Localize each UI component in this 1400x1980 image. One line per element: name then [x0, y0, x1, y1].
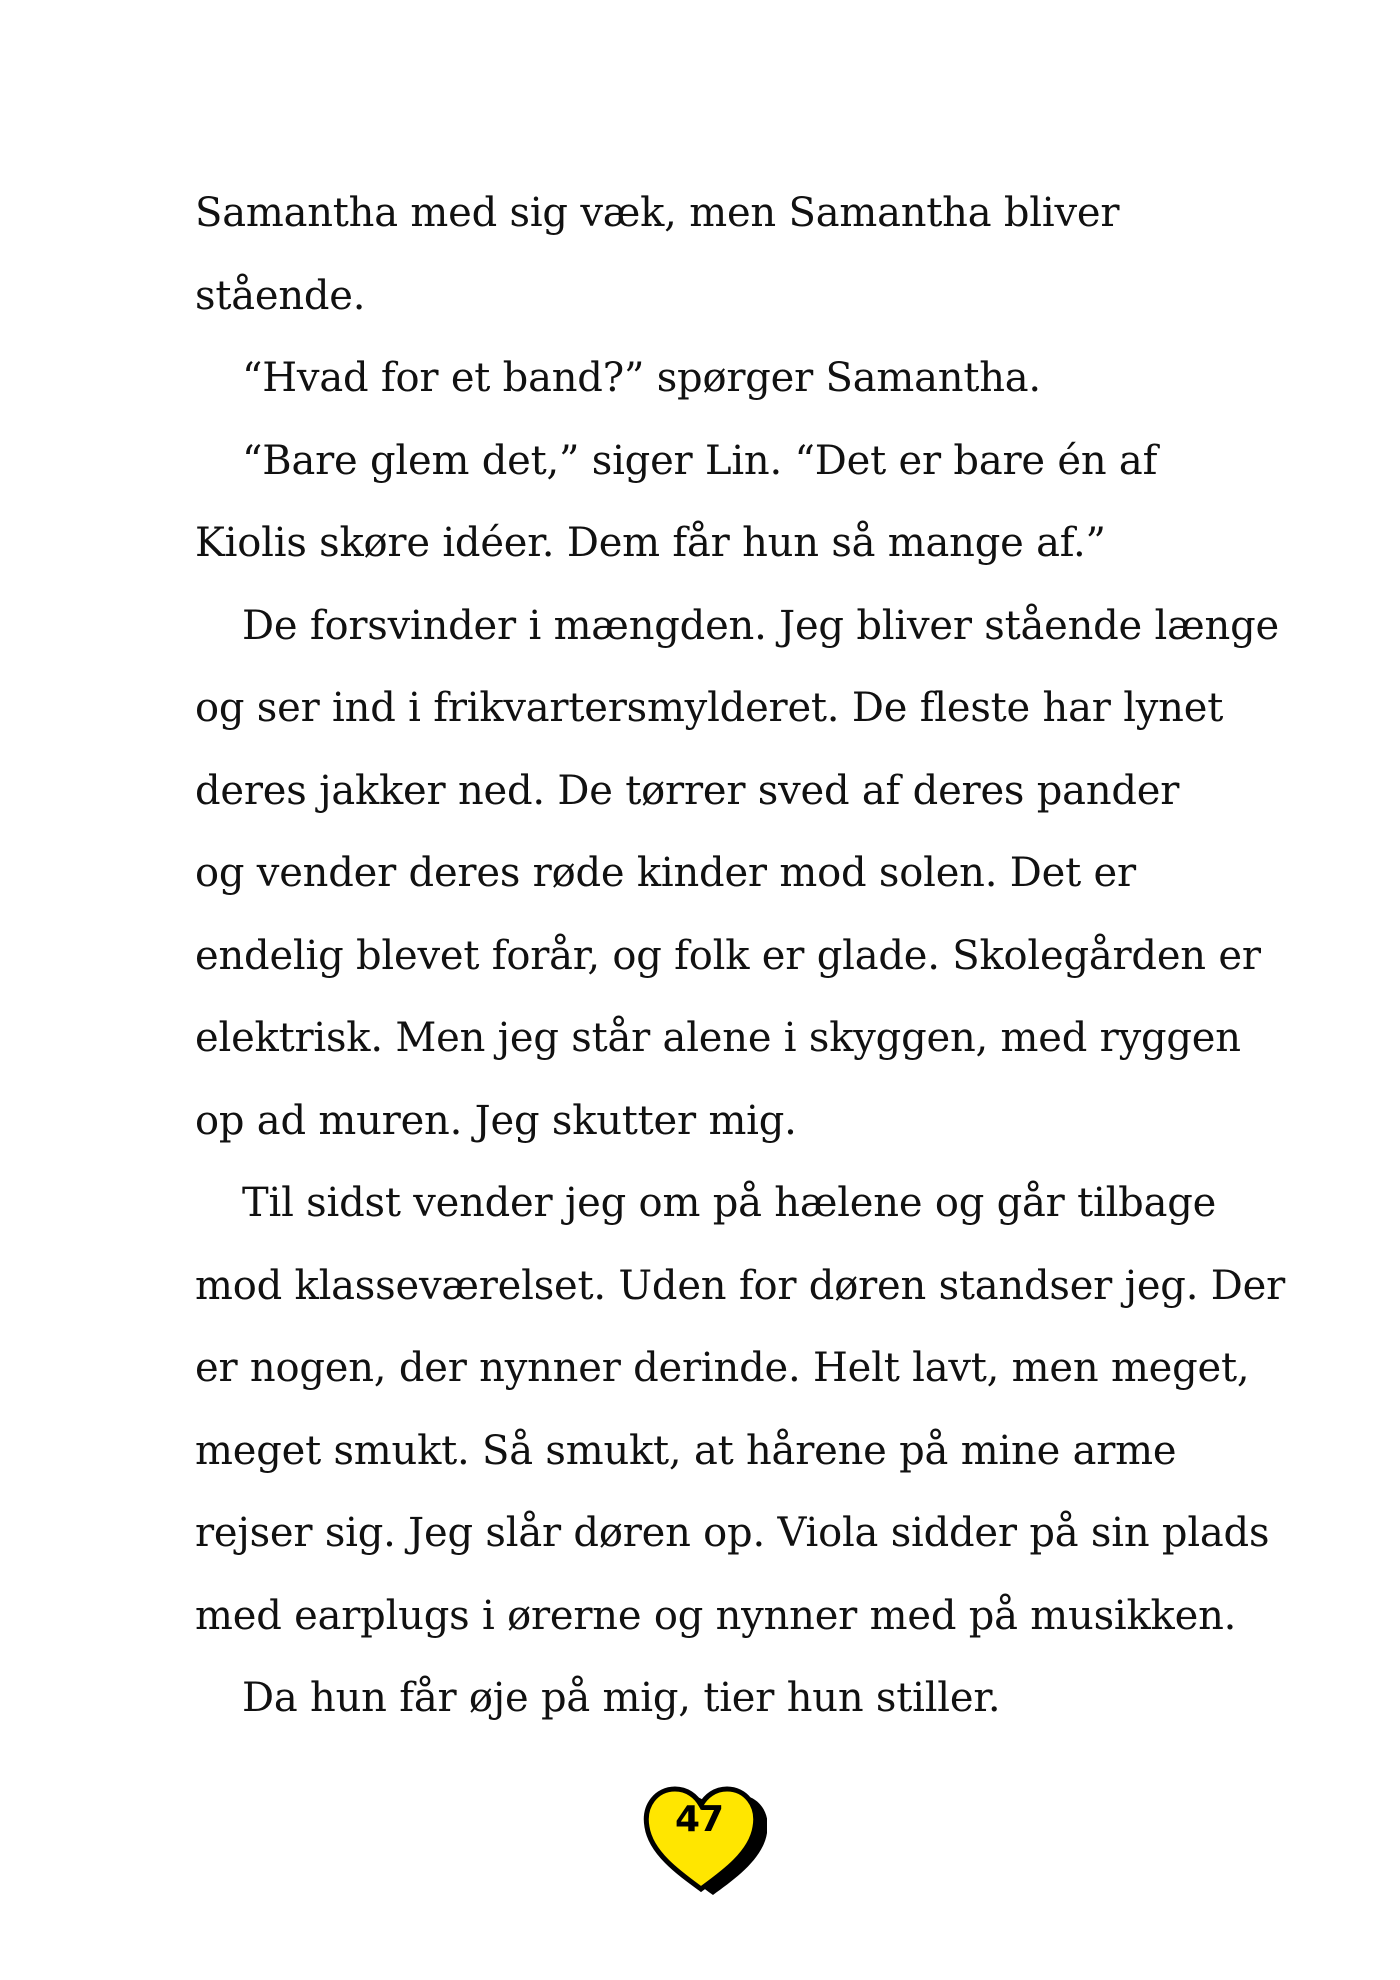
- text-line: deres jakker ned. De tørrer sved af deres pander: [195, 767, 1180, 814]
- text-line: med earplugs i ørerne og nynner med på musikken.: [195, 1592, 1237, 1639]
- text-line: endelig blevet forår, og folk er glade. Skolegården er: [195, 932, 1261, 979]
- text-line: Da hun får øje på mig, tier hun stiller.: [242, 1675, 1001, 1721]
- page-number-badge: [643, 1783, 767, 1895]
- text-line: meget smukt. Så smukt, at hårene på mine arme: [195, 1427, 1177, 1474]
- text-line: Kiolis skøre idéer. Dem får hun så mange af.”: [195, 520, 1106, 566]
- text-line: stående.: [195, 272, 366, 319]
- text-line: rejser sig. Jeg slår døren op. Viola sidder på sin plads: [195, 1510, 1270, 1556]
- text-line: op ad muren. Jeg skutter mig.: [195, 1097, 797, 1144]
- text-line: er nogen, der nynner derinde. Helt lavt, men meget,: [195, 1345, 1250, 1391]
- page-number: 47: [674, 1799, 724, 1840]
- body-text: [195, 172, 1285, 1740]
- text-line: Til sidst vender jeg om på hælene og går tilbage: [242, 1180, 1217, 1226]
- text-line: “Bare glem det,” siger Lin. “Det er bare én af: [242, 437, 1158, 484]
- text-line: og vender deres røde kinder mod solen. Det er: [195, 850, 1136, 896]
- text-line: mod klasseværelset. Uden for døren standser jeg. Der: [195, 1262, 1285, 1309]
- text-line: elektrisk. Men jeg står alene i skyggen, med ryggen: [195, 1015, 1241, 1061]
- text-line: Samantha med sig væk, men Samantha bliver: [195, 190, 1120, 236]
- text-line: De forsvinder i mængden. Jeg bliver stående længe: [242, 602, 1279, 649]
- text-line: og ser ind i frikvartersmylderet. De fleste har lynet: [195, 685, 1224, 731]
- text-line: “Hvad for et band?” spørger Samantha.: [242, 355, 1041, 401]
